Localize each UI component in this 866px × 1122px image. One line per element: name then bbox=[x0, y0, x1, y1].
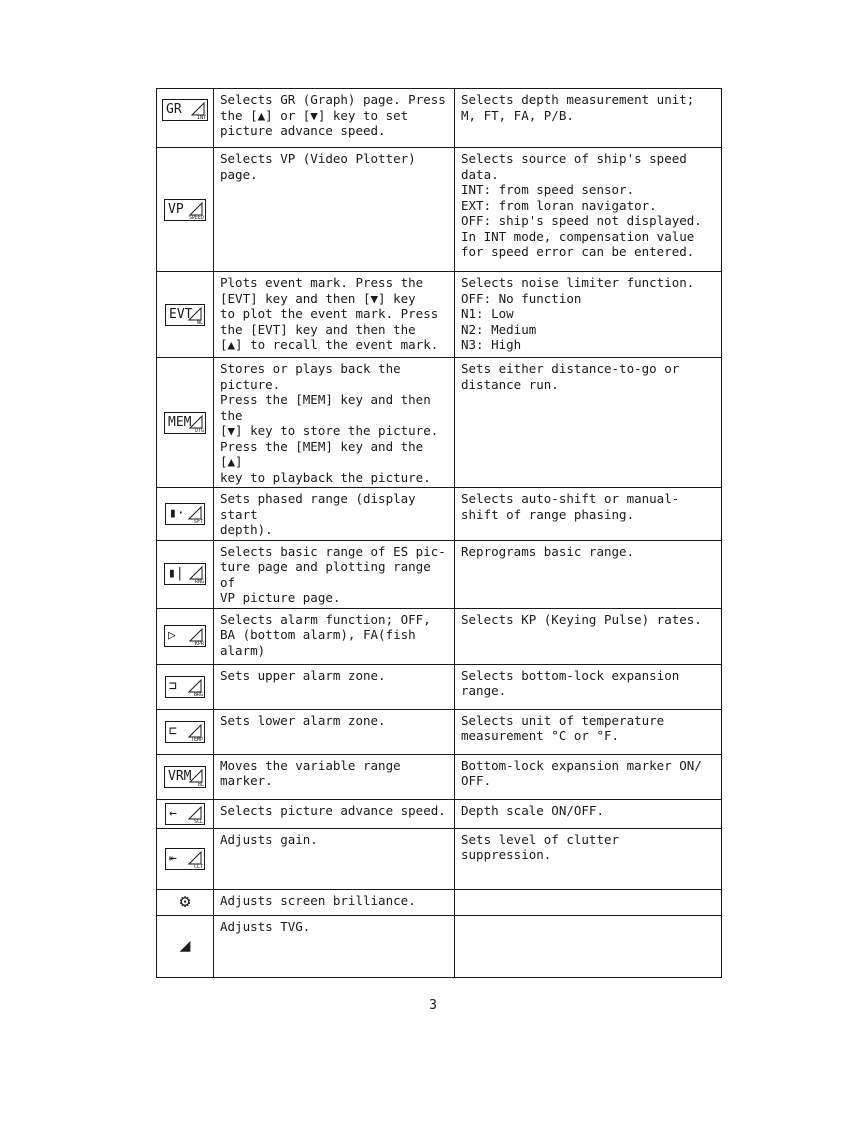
table-row bbox=[157, 754, 722, 799]
key-diagonal-mark bbox=[189, 769, 203, 783]
key-diagonal-mark bbox=[188, 806, 202, 820]
function-cell: Adjusts screen brilliance. bbox=[214, 889, 455, 915]
panel-key-icon bbox=[164, 199, 206, 221]
key-label: ⊏ bbox=[169, 723, 177, 739]
setting-cell: Selects auto-shift or manual- shift of range phasing. bbox=[455, 488, 722, 541]
setting-cell bbox=[455, 889, 722, 915]
panel-key-icon bbox=[165, 676, 205, 698]
function-cell: Sets phased range (display start depth). bbox=[214, 488, 455, 541]
setting-cell: Depth scale ON/OFF. bbox=[455, 799, 722, 828]
table-row bbox=[157, 488, 722, 541]
key-sub-label: KPR bbox=[194, 641, 204, 647]
key-diagonal-mark bbox=[191, 102, 205, 116]
panel-key-icon bbox=[165, 848, 205, 870]
function-cell: Sets lower alarm zone. bbox=[214, 709, 455, 754]
table-row bbox=[157, 799, 722, 828]
setting-cell: Reprograms basic range. bbox=[455, 540, 722, 608]
table-row bbox=[157, 89, 722, 148]
key-diagonal-mark bbox=[188, 307, 202, 321]
function-cell: Stores or plays back the picture. Press the [MEM] key and then the [▼] key to store the picture. Press the [MEM] key and the [▲] key to playback the picture. bbox=[214, 358, 455, 488]
key-diagonal-mark bbox=[189, 202, 203, 216]
panel-key-icon: ◢ bbox=[179, 934, 191, 956]
key-function-table bbox=[156, 88, 722, 978]
key-sub-label: INT bbox=[196, 115, 206, 121]
function-cell: Adjusts gain. bbox=[214, 828, 455, 889]
panel-key-icon bbox=[164, 563, 206, 585]
key-diagonal-mark bbox=[188, 679, 202, 693]
function-cell: Moves the variable range marker. bbox=[214, 754, 455, 799]
key-diagonal-mark bbox=[189, 628, 203, 642]
key-cell bbox=[157, 148, 214, 272]
table-row bbox=[157, 148, 722, 272]
key-cell bbox=[157, 709, 214, 754]
key-diagonal-mark bbox=[188, 851, 202, 865]
panel-key-icon bbox=[164, 412, 206, 434]
function-cell: Adjusts TVG. bbox=[214, 915, 455, 977]
function-cell: Selects GR (Graph) page. Press the [▲] or [▼] key to set picture advance speed. bbox=[214, 89, 455, 148]
key-cell bbox=[157, 799, 214, 828]
key-cell bbox=[157, 358, 214, 488]
key-cell bbox=[157, 488, 214, 541]
key-label: ▮| bbox=[168, 566, 184, 581]
key-diagonal-mark bbox=[189, 415, 203, 429]
setting-cell: Sets either distance-to-go or distance run. bbox=[455, 358, 722, 488]
setting-cell: Selects depth measurement unit; M, FT, FA, P/B. bbox=[455, 89, 722, 148]
panel-key-icon bbox=[165, 503, 205, 525]
key-sub-label: SPEED bbox=[188, 214, 204, 221]
setting-cell: Selects bottom-lock expansion range. bbox=[455, 664, 722, 709]
key-cell bbox=[157, 889, 214, 915]
key-label: ⇤ bbox=[169, 850, 177, 866]
key-cell bbox=[157, 540, 214, 608]
function-cell: Sets upper alarm zone. bbox=[214, 664, 455, 709]
setting-cell: Selects noise limiter function. OFF: No function N1: Low N2: Medium N3: High bbox=[455, 272, 722, 358]
table-row bbox=[157, 608, 722, 664]
key-label: ⊐ bbox=[169, 678, 177, 694]
key-label: ▷ bbox=[168, 628, 176, 643]
table-row bbox=[157, 540, 722, 608]
setting-cell: Selects KP (Keying Pulse) rates. bbox=[455, 608, 722, 664]
key-cell bbox=[157, 754, 214, 799]
key-label: GR bbox=[166, 102, 182, 117]
function-cell: Selects basic range of ES pic- ture page and plotting range of VP picture page. bbox=[214, 540, 455, 608]
key-cell bbox=[157, 828, 214, 889]
key-sub-label: NL bbox=[196, 319, 203, 326]
key-sub-label: SCL bbox=[193, 818, 203, 825]
panel-key-icon bbox=[165, 304, 205, 326]
key-sub-label: CLT bbox=[193, 863, 203, 870]
setting-cell: Selects source of ship's speed data. INT: from speed sensor. EXT: from loran navigator. OFF: ship's speed not displayed. In INT mode, compensation value for speed error can be entered. bbox=[455, 148, 722, 272]
key-sub-label: RNG bbox=[194, 579, 204, 585]
key-diagonal-mark bbox=[188, 506, 202, 520]
function-cell: Selects alarm function; OFF, BA (bottom alarm), FA(fish alarm) bbox=[214, 608, 455, 664]
function-cell: Selects VP (Video Plotter) page. bbox=[214, 148, 455, 272]
table-row bbox=[157, 828, 722, 889]
table-row bbox=[157, 915, 722, 977]
key-sub-label: DTG bbox=[194, 427, 204, 434]
table-row bbox=[157, 272, 722, 358]
key-cell bbox=[157, 664, 214, 709]
key-label: VRM bbox=[168, 768, 192, 784]
key-diagonal-mark bbox=[188, 724, 202, 738]
table-row bbox=[157, 664, 722, 709]
panel-key-icon bbox=[165, 803, 205, 825]
key-cell bbox=[157, 915, 214, 977]
key-sub-label: TEMP bbox=[190, 736, 203, 743]
key-label: EVT bbox=[169, 306, 193, 322]
panel-key-icon bbox=[162, 99, 208, 121]
setting-cell bbox=[455, 915, 722, 977]
key-label: VP bbox=[168, 201, 184, 217]
key-label: MEM bbox=[168, 414, 192, 430]
key-sub-label: BL bbox=[197, 781, 204, 788]
table-row bbox=[157, 709, 722, 754]
key-label: ▮· bbox=[169, 505, 185, 521]
function-cell: Plots event mark. Press the [EVT] key and then [▼] key to plot the event mark. Press the [EVT] key and then the [▲] to recall the event mark. bbox=[214, 272, 455, 358]
setting-cell: Sets level of clutter suppression. bbox=[455, 828, 722, 889]
table-body bbox=[157, 89, 722, 978]
key-label: ← bbox=[169, 805, 177, 821]
panel-key-icon: ⚙ bbox=[179, 890, 191, 912]
table-row bbox=[157, 889, 722, 915]
key-cell bbox=[157, 89, 214, 148]
panel-key-icon bbox=[164, 766, 206, 788]
panel-key-icon bbox=[165, 721, 205, 743]
setting-cell: Selects unit of temperature measurement °C or °F. bbox=[455, 709, 722, 754]
page-number: 3 bbox=[429, 998, 437, 1013]
function-cell: Selects picture advance speed. bbox=[214, 799, 455, 828]
key-sub-label: BRG bbox=[193, 691, 203, 698]
key-diagonal-mark bbox=[189, 566, 203, 580]
key-cell bbox=[157, 608, 214, 664]
panel-key-icon bbox=[164, 625, 206, 647]
setting-cell: Bottom-lock expansion marker ON/ OFF. bbox=[455, 754, 722, 799]
key-sub-label: SFT bbox=[193, 518, 203, 525]
table-row bbox=[157, 358, 722, 488]
key-cell bbox=[157, 272, 214, 358]
